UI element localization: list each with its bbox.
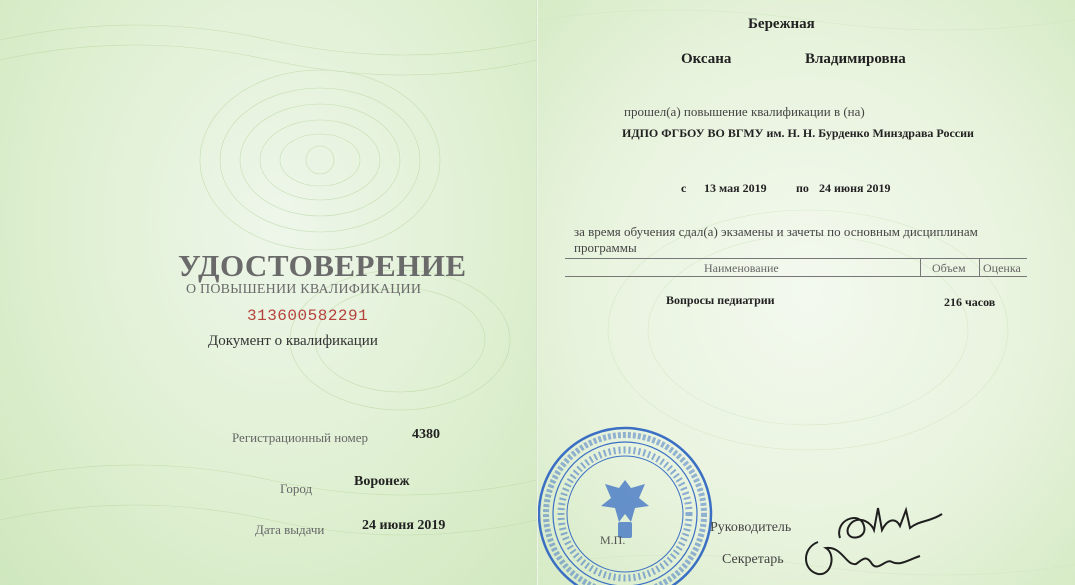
secretary-label: Секретарь <box>722 552 784 567</box>
first-name: Оксана <box>681 51 732 67</box>
issue-date-label: Дата выдачи <box>255 522 325 537</box>
director-label: Руководитель <box>710 520 792 535</box>
table-col-divider-1 <box>920 258 921 276</box>
city-label: Город <box>280 481 313 496</box>
issue-date-value: 24 июня 2019 <box>362 518 446 533</box>
table-header-name: Наименование <box>704 261 779 275</box>
stamp-mp-label: М.П. <box>600 533 626 547</box>
left-page <box>0 0 537 585</box>
institution-name: ИДПО ФГБОУ ВО ВГМУ им. Н. Н. Бурденко Минздрава России <box>622 126 974 140</box>
period-to-label: по <box>796 181 809 195</box>
exams-text-line1: за время обучения сдал(а) экзамены и зачеты по основным дисциплинам <box>574 224 978 239</box>
certificate-subtitle: О ПОВЫШЕНИИ КВАЛИФИКАЦИИ <box>186 282 422 297</box>
table-header-grade: Оценка <box>983 261 1021 275</box>
period-from: 13 мая 2019 <box>704 181 767 195</box>
right-page <box>538 0 1075 585</box>
surname: Бережная <box>748 16 815 32</box>
official-stamp <box>538 422 720 585</box>
table-header-rule <box>565 276 1027 277</box>
table-col-divider-2 <box>979 258 980 276</box>
table-row-subject: Вопросы педиатрии <box>666 293 775 307</box>
exams-text-line2: программы <box>574 240 637 255</box>
period-to: 24 июня 2019 <box>819 181 891 195</box>
table-header-volume: Объем <box>932 261 966 275</box>
period-from-label: с <box>681 181 687 195</box>
eagle-emblem-icon <box>601 480 649 538</box>
secretary-signature-icon <box>796 530 926 585</box>
registration-label: Регистрационный номер <box>232 430 368 445</box>
city-value: Воронеж <box>354 474 410 489</box>
table-row-volume: 216 часов <box>944 295 996 309</box>
serial-number: 313600582291 <box>247 307 369 325</box>
certificate-title: УДОСТОВЕРЕНИЕ <box>178 248 467 283</box>
document-type: Документ о квалификации <box>208 333 378 349</box>
patronymic: Владимировна <box>805 51 906 67</box>
completed-text: прошел(а) повышение квалификации в (на) <box>624 104 865 119</box>
registration-number: 4380 <box>412 427 440 442</box>
table-top-rule <box>565 258 1027 259</box>
